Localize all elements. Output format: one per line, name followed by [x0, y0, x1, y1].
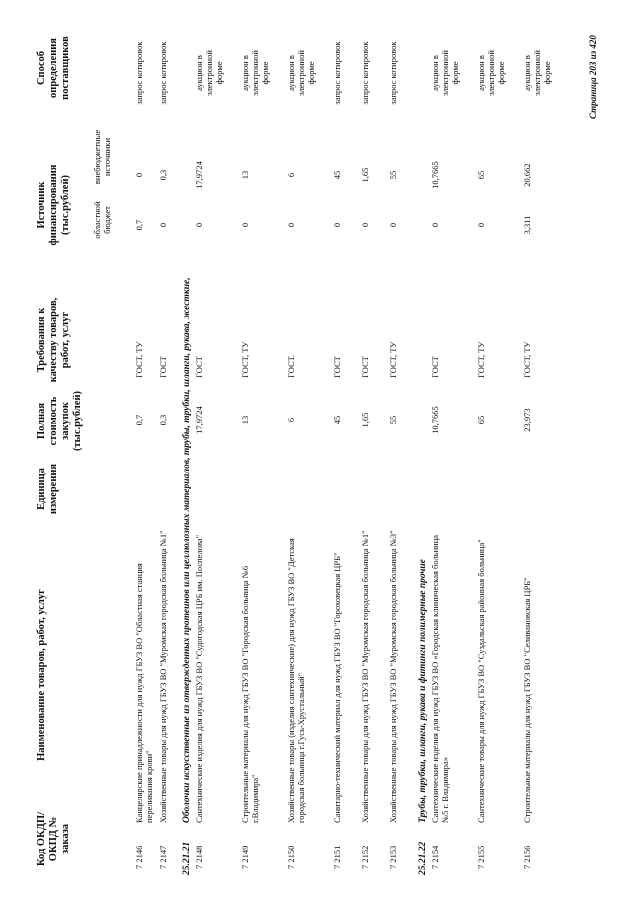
row-total: 17,9724 — [194, 406, 204, 434]
page-number: Страница 203 из 420 — [588, 35, 598, 119]
row-requirements: ГОСТ — [194, 356, 204, 378]
row-method: запрос котировок — [332, 41, 342, 105]
row-requirements: ГОСТ, ТУ — [240, 341, 250, 378]
section-code: 25.21.22 — [418, 841, 428, 875]
row-requirements: ГОСТ, ТУ — [476, 341, 486, 378]
row-method: аукцион в электронной форме — [430, 50, 460, 96]
section-title: Оболочки искусственные из отвержденных протеинов или целлюлозных материалов, трубы, трубки, шланги, рукава, жесткие, — [182, 277, 192, 823]
row-name: Хозяйственные товары (изделия сантехнические) для нужд ГБУЗ ВО "Детская городская больница г.Гусь-Хрустальный" — [286, 538, 306, 823]
row-total: 6 — [286, 417, 296, 423]
row-name: Строительные материалы для нужд ГБУЗ ВО "Селивановская ЦРБ" — [522, 577, 532, 823]
row-method: запрос котировок — [158, 41, 168, 105]
row-requirements: ГОСТ — [360, 356, 370, 378]
row-total: 0,3 — [158, 414, 168, 426]
row-regional: 3,311 — [522, 215, 532, 235]
row-total: 65 — [476, 415, 486, 425]
header-code: Код ОКДП/ ОКПД № заказа — [36, 811, 71, 867]
row-regional: 0,7 — [134, 219, 144, 231]
row-extra: 20,662 — [522, 163, 532, 187]
row-regional: 0 — [430, 222, 440, 228]
row-name: Сантехнические изделия для нужд ГБУЗ ВО «Городская клиническая больница №5 г. Владимира» — [430, 534, 450, 823]
row-extra: 45 — [332, 170, 342, 180]
row-code: 7 2155 — [476, 845, 486, 869]
row-regional: 0 — [286, 222, 296, 228]
header-method: Способ определения поставщиков — [36, 36, 71, 100]
row-code: 7 2152 — [360, 845, 370, 869]
row-extra: 6 — [286, 172, 296, 178]
row-name: Сантехнические изделия для нужд ГБУЗ ВО "Судогодская ЦРБ им. Поспелова" — [194, 534, 204, 823]
row-regional: 0 — [240, 222, 250, 228]
row-method: аукцион в электронной форме — [522, 50, 552, 96]
row-name: Сантехнические товары для нужд ГБУЗ ВО "Суздальская районная больница" — [476, 539, 486, 823]
row-total: 13 — [240, 415, 250, 425]
row-requirements: ГОСТ — [158, 356, 168, 378]
row-total: 45 — [332, 415, 342, 425]
row-regional: 0 — [388, 222, 398, 228]
row-method: аукцион в электронной форме — [194, 50, 224, 96]
row-extra: 1,65 — [360, 167, 370, 183]
row-extra: 17,9724 — [194, 161, 204, 189]
row-requirements: ГОСТ, ТУ — [522, 341, 532, 378]
row-extra: 10,7665 — [430, 161, 440, 189]
row-requirements: ГОСТ, ТУ — [134, 341, 144, 378]
section-code: 25.21.21 — [182, 841, 192, 875]
row-regional: 0 — [332, 222, 342, 228]
row-name: Хозяйственные товары для нужд ГБУЗ ВО "Муромская городская больница №1" — [360, 530, 370, 823]
row-regional: 0 — [158, 222, 168, 228]
header-funding: Источник финансирования (тыс.рублей) — [36, 164, 71, 246]
row-extra: 65 — [476, 170, 486, 180]
row-name: Санитарно-технический материал для нужд ГБУЗ ВО "Гороховецкая ЦРБ" — [332, 552, 342, 823]
row-code: 7 2148 — [194, 845, 204, 869]
row-method: запрос котировок — [134, 41, 144, 105]
row-code: 7 2156 — [522, 845, 532, 869]
row-regional: 0 — [194, 222, 204, 228]
row-extra: 55 — [388, 170, 398, 180]
row-name: Строительные материалы для нужд ГБУЗ ВО "Городская больница №6 г.Владимира" — [240, 565, 260, 823]
row-code: 7 2151 — [332, 845, 342, 869]
row-code: 7 2153 — [388, 845, 398, 869]
header-funding-extra: внебюджетные источники — [92, 129, 112, 185]
row-method: запрос котировок — [360, 41, 370, 105]
row-regional: 0 — [476, 222, 486, 228]
header-name: Наименование товаров, работ, услуг — [36, 589, 47, 761]
header-funding-regional: областной бюджет — [92, 201, 112, 239]
row-method: запрос котировок — [388, 41, 398, 105]
row-total: 10,7665 — [430, 406, 440, 434]
row-extra: 0,3 — [158, 169, 168, 181]
row-total: 0,7 — [134, 414, 144, 426]
row-code: 7 2149 — [240, 845, 250, 869]
row-regional: 0 — [360, 222, 370, 228]
row-code: 7 2146 — [134, 845, 144, 869]
header-total: Полная стоимость закупок (тыс.рублей) — [36, 390, 83, 452]
row-requirements: ГОСТ, ТУ — [388, 341, 398, 378]
row-extra: 0 — [134, 172, 144, 178]
row-code: 7 2147 — [158, 845, 168, 869]
row-code: 7 2150 — [286, 845, 296, 869]
header-unit: Единица измерения — [36, 463, 59, 515]
row-code: 7 2154 — [430, 845, 440, 869]
row-extra: 13 — [240, 170, 250, 180]
row-requirements: ГОСТ — [332, 356, 342, 378]
row-requirements: ГОСТ — [430, 356, 440, 378]
row-name: Хозяйственные товары для нужд ГБУЗ ВО "Муромская городская больница №1" — [158, 530, 168, 823]
section-title: Трубы, трубки, шланги, рукава и фитинги полимерные прочие — [418, 559, 428, 823]
row-method: аукцион в электронной форме — [240, 50, 270, 96]
row-method: аукцион в электронной форме — [286, 50, 316, 96]
row-name: Хозяйственные товары для нужд ГБУЗ ВО "Муромская городская больница №3" — [388, 530, 398, 823]
header-requirements: Требования к качеству товаров, работ, услуг — [36, 297, 71, 383]
row-total: 1,65 — [360, 412, 370, 428]
row-method: аукцион в электронной форме — [476, 50, 506, 96]
row-total: 23,973 — [522, 408, 532, 432]
row-total: 55 — [388, 415, 398, 425]
row-name: Канцелярские принадлежности для нужд ГБУЗ ВО "Областная станция переливания крови" — [134, 563, 154, 823]
row-requirements: ГОСТ. — [286, 354, 296, 378]
